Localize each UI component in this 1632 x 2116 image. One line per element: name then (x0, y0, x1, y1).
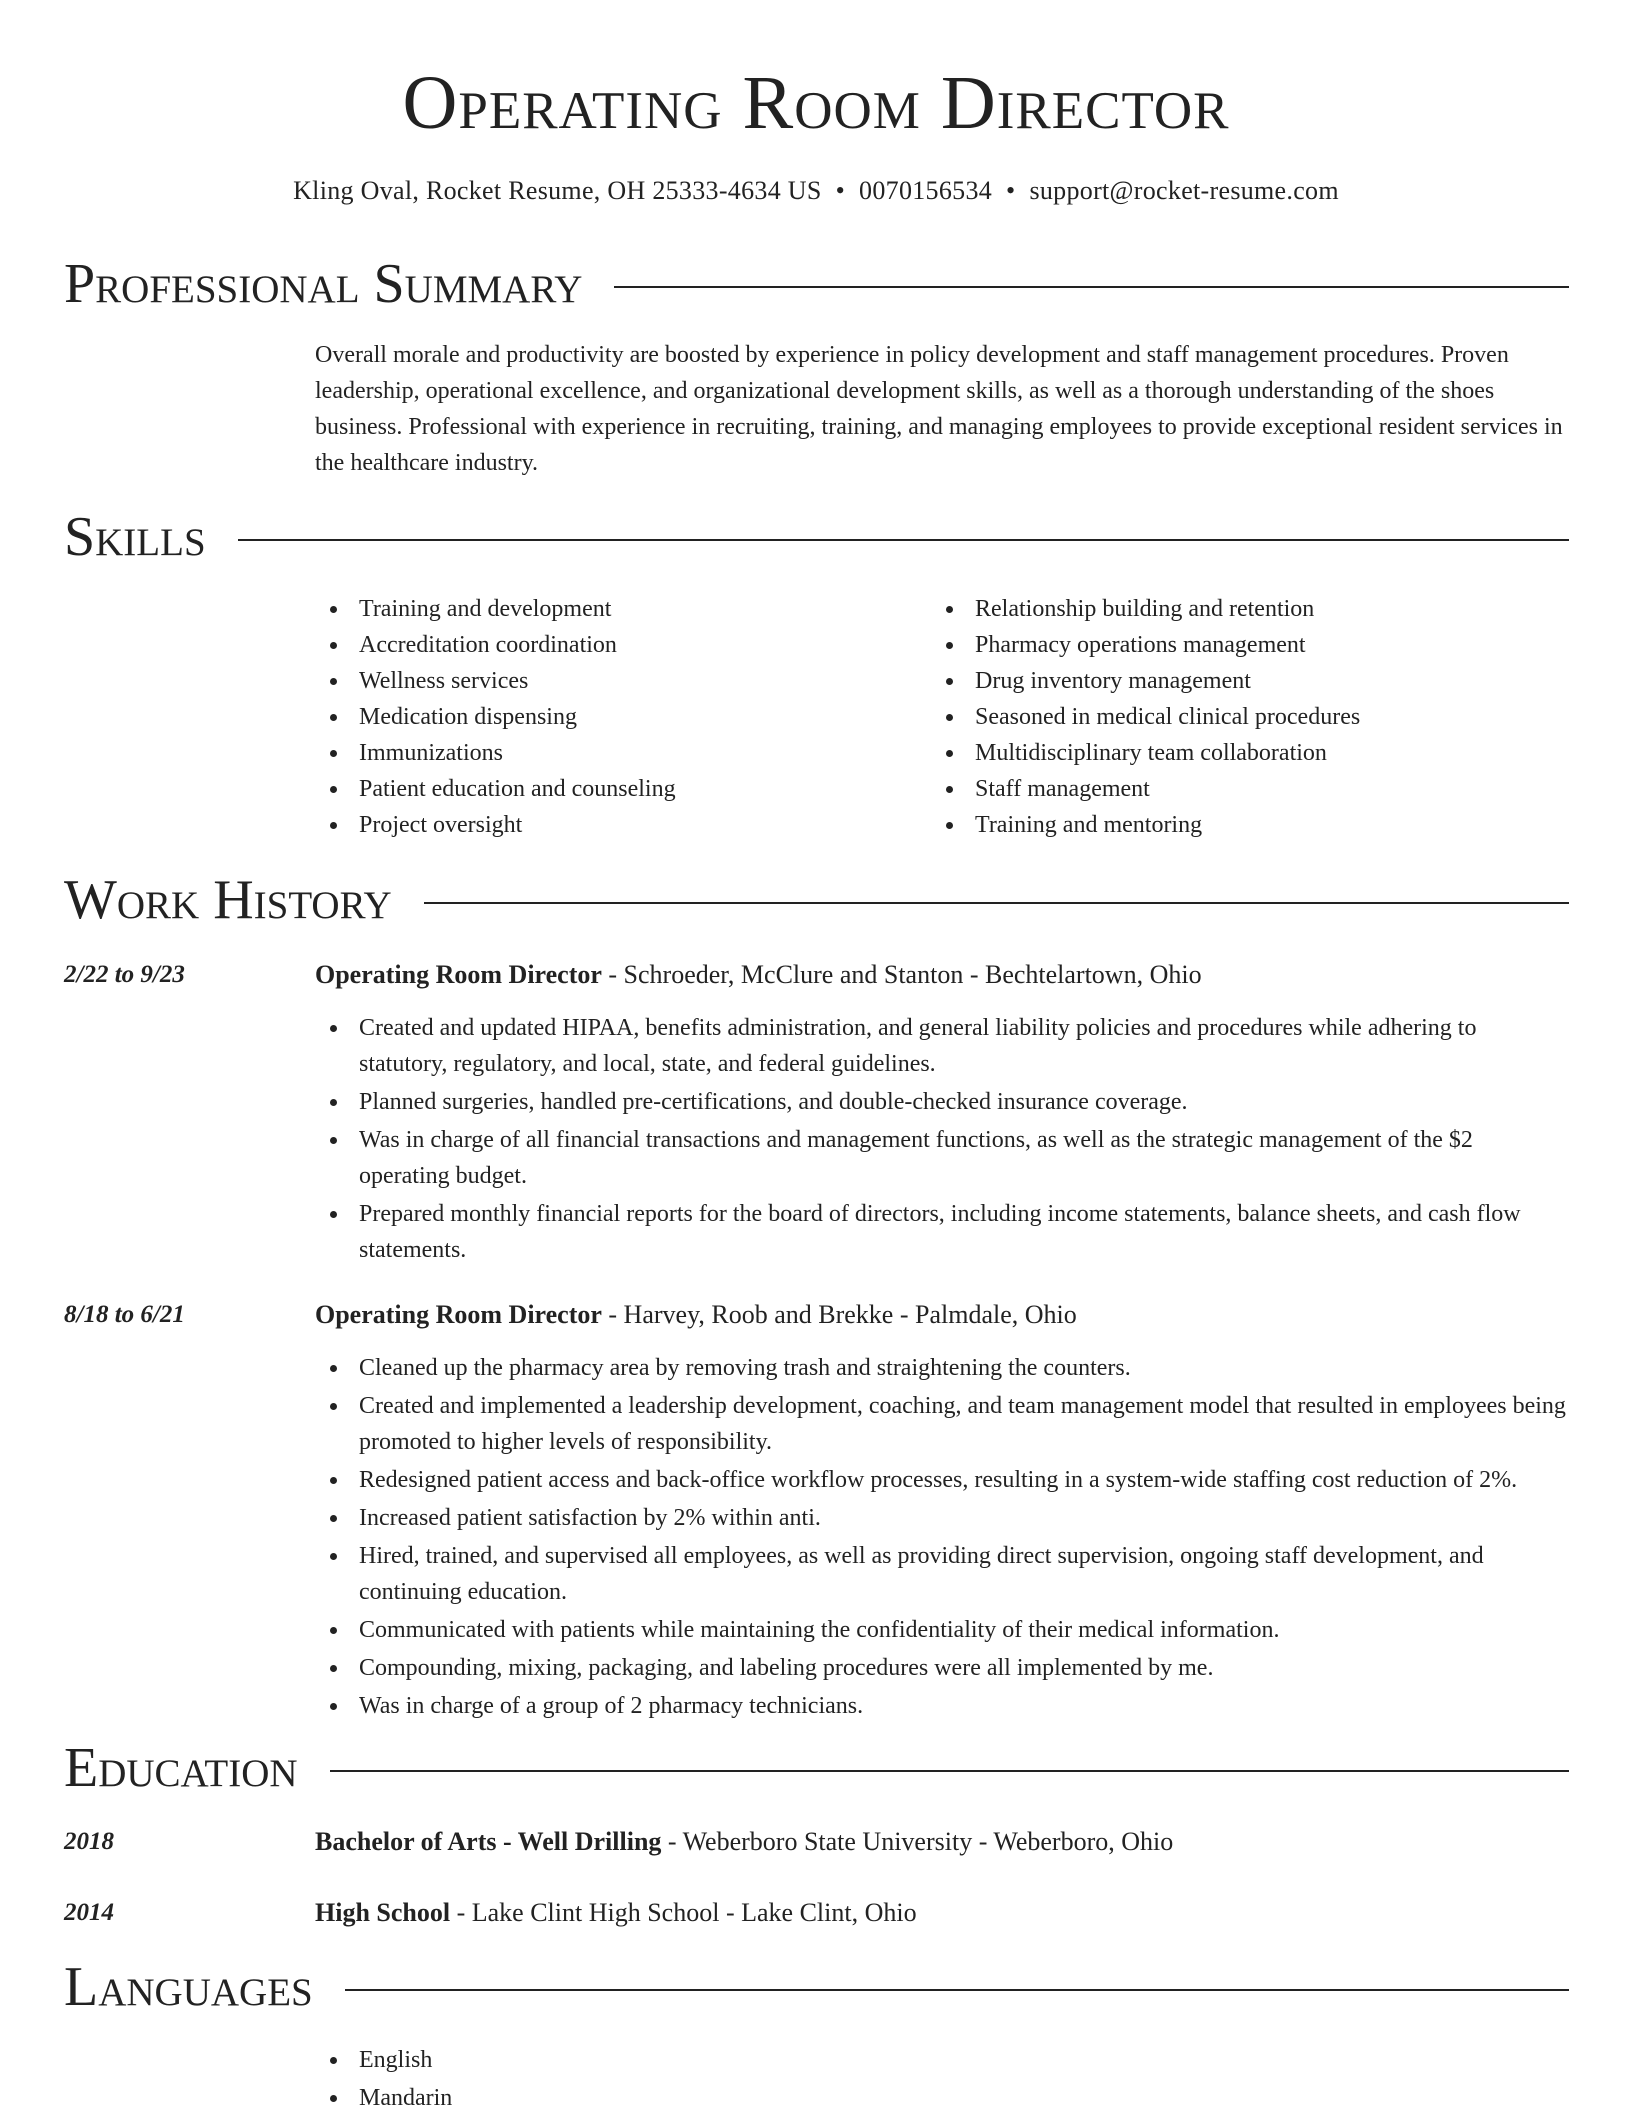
skill-item: Drug inventory management (931, 663, 1531, 699)
section-header-skills (64, 505, 1569, 569)
summary-text: Overall morale and productivity are boosted by experience in policy development and staff management procedures. Proven leadership, operational excellence, and organizational development skills, as well as a thorough understanding of the shoes business. Professional with experience in recruiting, training, and managing employees to provide exceptional resident services in the healthcare industry. (315, 342, 1563, 476)
job-title: Operating Room Director (315, 960, 602, 989)
section-header-education (64, 1736, 1569, 1800)
section-header-work (64, 868, 1569, 932)
section-header-languages (64, 1955, 1569, 2019)
section-divider (424, 902, 1569, 904)
education-school: - Weberboro State University - Weberboro, Ohio (661, 1827, 1174, 1856)
skill-item: Accreditation coordination (315, 627, 915, 663)
languages-list (315, 2042, 1569, 2116)
language-item: English (315, 2042, 1569, 2078)
job-bullet: Planned surgeries, handled pre-certifications, and double-checked insurance coverage. (315, 1084, 1569, 1120)
section-title-work: Work History (64, 869, 392, 931)
skill-item: Immunizations (315, 735, 915, 771)
skill-item: Seasoned in medical clinical procedures (931, 699, 1531, 735)
job-title: Operating Room Director (315, 1300, 602, 1329)
skill-item: Multidisciplinary team collaboration (931, 735, 1531, 771)
job-bullet: Cleaned up the pharmacy area by removing trash and straightening the counters. (315, 1350, 1569, 1386)
job-bullet: Compounding, mixing, packaging, and labeling procedures were all implemented by me. (315, 1650, 1569, 1686)
job-bullets (315, 1350, 1569, 1724)
job-heading (315, 957, 1569, 993)
job-bullet: Created and updated HIPAA, benefits administration, and general liability policies and procedures while adhering to statutory, regulatory, and local, state, and federal guidelines. (315, 1010, 1569, 1082)
section-header-summary (64, 252, 1569, 316)
skills-column-right (931, 591, 1531, 843)
skill-item: Training and mentoring (931, 807, 1531, 843)
section-title-education: Education (64, 1737, 298, 1799)
education-entry (315, 1824, 1569, 1860)
contact-email[interactable]: support@rocket-resume.com (1029, 176, 1339, 205)
skill-item: Relationship building and retention (931, 591, 1531, 627)
skill-item: Patient education and counseling (315, 771, 915, 807)
job-bullet: Created and implemented a leadership development, coaching, and team management model that resulted in employees being promoted to higher levels of responsibility. (315, 1388, 1569, 1460)
education-degree: High School (315, 1898, 451, 1927)
skill-item: Pharmacy operations management (931, 627, 1531, 663)
section-divider (345, 1989, 1569, 1991)
education-year: 2018 (64, 1828, 114, 1855)
job-bullet: Hired, trained, and supervised all employees, as well as providing direct supervision, ongoing staff development, and continuing education. (315, 1538, 1569, 1610)
education-year: 2014 (64, 1899, 114, 1926)
candidate-name: Operating Room Director (402, 61, 1230, 145)
contact-address: Kling Oval, Rocket Resume, OH 25333-4634 US (293, 176, 822, 205)
skill-item: Medication dispensing (315, 699, 915, 735)
section-divider (330, 1770, 1569, 1772)
education-school: - Lake Clint High School - Lake Clint, Ohio (450, 1898, 917, 1927)
section-divider (238, 539, 1569, 541)
job-bullet: Was in charge of all financial transactions and management functions, as well as the strategic management of the $2 operating budget. (315, 1122, 1569, 1194)
contact-separator: • (835, 176, 846, 205)
job-bullet: Prepared monthly financial reports for the board of directors, including income statements, balance sheets, and cash flow statements. (315, 1196, 1569, 1268)
skill-item: Wellness services (315, 663, 915, 699)
education-entry (315, 1895, 1569, 1931)
contact-separator: • (1006, 176, 1016, 205)
education-degree: Bachelor of Arts - Well Drilling (315, 1827, 662, 1856)
job-bullet: Communicated with patients while maintaining the confidentiality of their medical information. (315, 1612, 1569, 1648)
section-divider (614, 286, 1569, 288)
section-title-skills: Skills (64, 506, 206, 568)
skill-item: Training and development (315, 591, 915, 627)
job-dates: 2/22 to 9/23 (64, 961, 185, 988)
job-bullets (315, 1010, 1569, 1268)
skill-item: Project oversight (315, 807, 915, 843)
section-title-summary: Professional Summary (64, 253, 583, 315)
contact-phone: 0070156534 (859, 176, 993, 205)
skills-column-left (315, 591, 915, 843)
job-bullet: Was in charge of a group of 2 pharmacy technicians. (315, 1688, 1569, 1724)
job-employer-location: - Schroeder, McClure and Stanton - Bechtelartown, Ohio (601, 960, 1202, 989)
job-bullet: Increased patient satisfaction by 2% within anti. (315, 1500, 1569, 1536)
skill-item: Staff management (931, 771, 1531, 807)
language-item: Mandarin (315, 2080, 1569, 2116)
job-employer-location: - Harvey, Roob and Brekke - Palmdale, Ohio (601, 1300, 1077, 1329)
contact-line (0, 176, 1632, 206)
job-heading (315, 1297, 1569, 1333)
job-bullet: Redesigned patient access and back-office workflow processes, resulting in a system-wide staffing cost reduction of 2%. (315, 1462, 1569, 1498)
section-title-languages: Languages (64, 1956, 313, 2018)
job-dates: 8/18 to 6/21 (64, 1301, 185, 1328)
